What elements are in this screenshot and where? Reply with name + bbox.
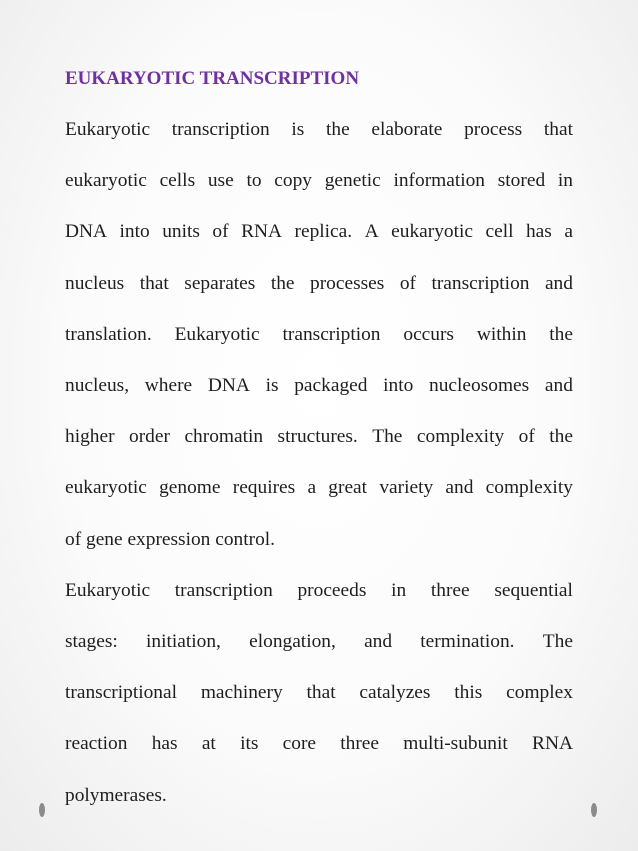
word: within (476, 323, 527, 345)
word: translation. (65, 323, 152, 345)
text-line (65, 218, 573, 246)
word: the (326, 119, 350, 140)
text-line (65, 372, 573, 400)
decorative-dot-left (39, 803, 45, 817)
text-line (65, 679, 573, 707)
word: eukaryotic (391, 221, 473, 243)
word: in (557, 170, 573, 192)
word: has (525, 221, 552, 243)
word: replica. (294, 221, 353, 243)
word: a (307, 477, 317, 499)
word: eukaryotic (65, 170, 147, 192)
word: Eukaryotic (65, 119, 151, 140)
word: its (240, 733, 259, 755)
word: occurs (403, 323, 454, 345)
word: requires (232, 477, 296, 499)
word: the (270, 272, 295, 294)
word: initiation, (146, 631, 221, 652)
word: transcription (431, 272, 530, 294)
text-line (65, 321, 573, 349)
word: is (265, 375, 279, 396)
word: this (454, 682, 483, 704)
word: higher (65, 426, 115, 448)
word: complex (506, 682, 573, 704)
word: of (518, 426, 535, 448)
word: sequential (494, 579, 573, 601)
word: great (328, 477, 368, 499)
word: packaged (294, 375, 368, 396)
word: that (306, 682, 336, 704)
word: into (119, 221, 150, 243)
word: stored (497, 170, 546, 192)
word: complexity (485, 477, 573, 499)
word: process (464, 119, 523, 140)
word: The (542, 631, 573, 652)
word: that (543, 119, 573, 140)
word: multi-subunit (403, 733, 508, 755)
word: and (544, 375, 573, 396)
word: separates (184, 272, 256, 294)
word: the (549, 426, 573, 448)
word: structures. (277, 426, 358, 448)
word: and (544, 272, 573, 294)
word: information (393, 170, 486, 192)
word: to (246, 170, 262, 192)
text-line (65, 116, 573, 144)
word: genetic (324, 170, 381, 192)
word: elongation, (249, 631, 336, 652)
document-title: EUKARYOTIC TRANSCRIPTION (65, 68, 360, 89)
word: where (144, 375, 193, 396)
word: proceeds (297, 579, 367, 601)
word: of (212, 221, 229, 243)
document-page (65, 0, 573, 851)
word: three (340, 733, 380, 755)
word: transcription (282, 323, 381, 345)
word: copy (274, 170, 312, 192)
word: RNA (241, 221, 283, 243)
word: Eukaryotic (174, 323, 260, 345)
word: A (364, 221, 379, 243)
word: a (564, 221, 573, 243)
word: reaction (65, 733, 128, 755)
word: nucleus (65, 272, 125, 294)
word: eukaryotic (65, 477, 147, 499)
text-line: polymerases. (65, 784, 167, 806)
text-line (65, 423, 573, 451)
word: units (162, 221, 200, 243)
word: DNA (65, 221, 108, 243)
word: cell (485, 221, 514, 243)
word: transcriptional (65, 682, 177, 704)
decorative-dot-right (591, 803, 597, 817)
word: at (201, 733, 216, 755)
word: of (399, 272, 416, 294)
word: and (364, 631, 393, 652)
word: Eukaryotic (65, 579, 151, 601)
word: termination. (420, 631, 515, 652)
word: elaborate (371, 119, 443, 140)
word: cells (159, 170, 196, 192)
word: complexity (416, 426, 505, 448)
word: transcription (174, 579, 273, 601)
word: nucleosomes (429, 375, 530, 396)
word: three (430, 579, 470, 601)
word: in (391, 579, 407, 601)
text-line (65, 730, 573, 758)
word: has (151, 733, 178, 755)
word: machinery (200, 682, 283, 704)
word: nucleus, (65, 375, 130, 396)
word: RNA (532, 733, 573, 755)
text-line: of gene expression control. (65, 528, 276, 550)
word: the (549, 323, 573, 345)
word: order (129, 426, 170, 448)
word: processes (310, 272, 385, 294)
word: chromatin (184, 426, 264, 448)
word: is (291, 119, 305, 140)
word: The (372, 426, 403, 448)
word: core (282, 733, 317, 755)
word: and (445, 477, 474, 499)
word: into (383, 375, 414, 396)
word: use (207, 170, 234, 192)
text-line (65, 474, 573, 502)
text-line (65, 270, 573, 298)
word: stages: (65, 631, 118, 652)
word: DNA (207, 375, 250, 396)
word: genome (159, 477, 221, 499)
text-line (65, 628, 573, 656)
text-line (65, 167, 573, 195)
text-line (65, 577, 573, 605)
word: that (139, 272, 169, 294)
word: catalyzes (359, 682, 431, 704)
word: variety (379, 477, 434, 499)
word: transcription (171, 119, 270, 140)
